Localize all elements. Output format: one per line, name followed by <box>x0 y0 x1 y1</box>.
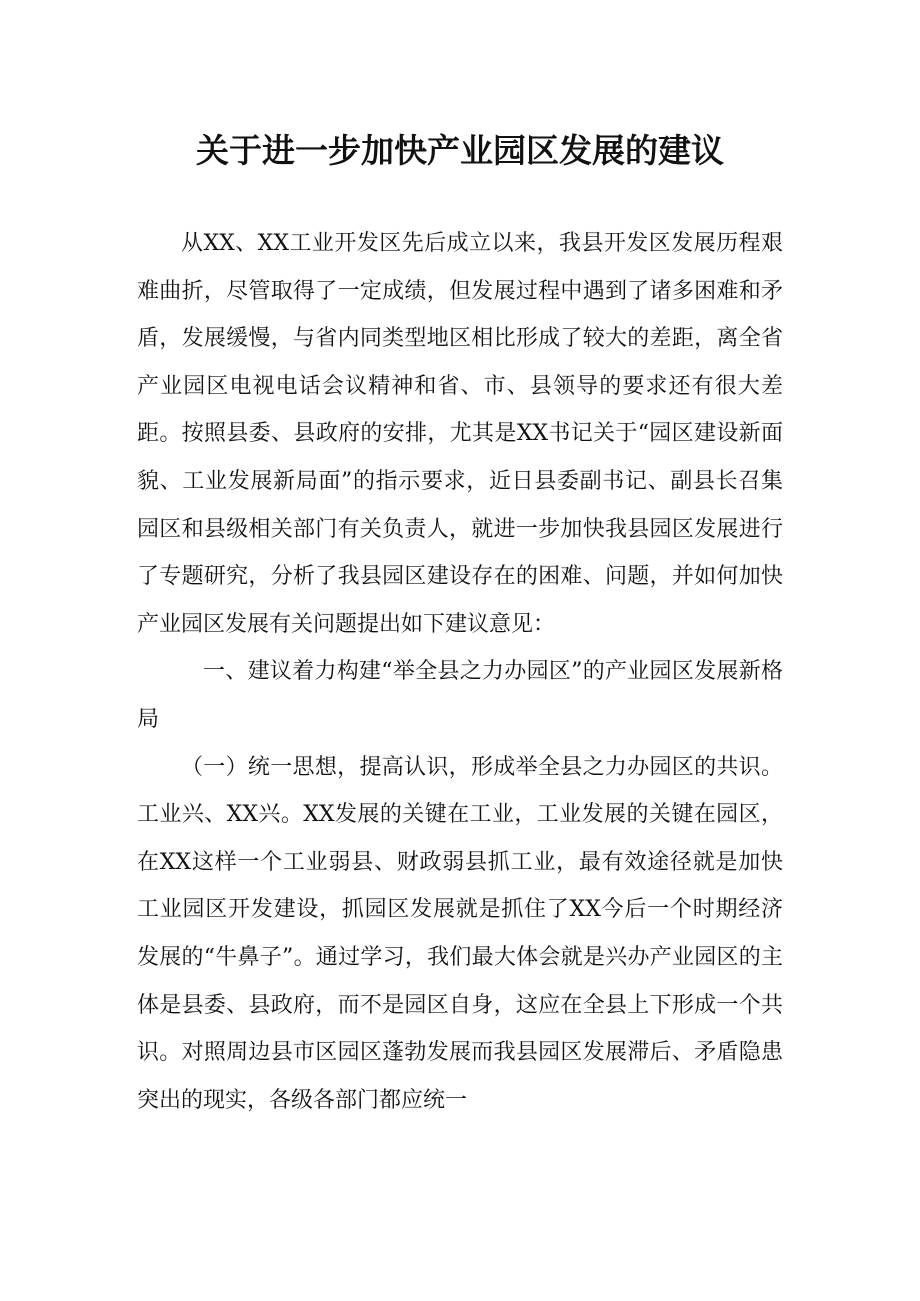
subsection-paragraph-1: （一）统一思想，提高认识，形成举全县之力办园区的共识。工业兴、XX兴。XX发展的关键在工业，工业发展的关键在园区，在XX这样一个工业弱县、财政弱县抓工业，最有效途径就是加快工业园区开发建设，抓园区发展就是抓住了XX今后一个时期经济发展的“牛鼻子”。通过学习，我们最大体会就是兴办产业园区的主体是县委、县政府，而不是园区自身，这应在全县上下形成一个共识。对照周边县市区园区蓬勃发展而我县园区发展滞后、矛盾隐患突出的现实，各级各部门都应统一 <box>137 754 783 1113</box>
document-title: 关于进一步加快产业园区发展的建议 <box>196 131 724 170</box>
section-heading-1: 一、建议着力构建“举全县之力办园区”的产业园区发展新格局 <box>137 659 783 732</box>
intro-paragraph: 从XX、XX工业开发区先后成立以来，我县开发区发展历程艰难曲折，尽管取得了一定成绩，但发展过程中遇到了诸多困难和矛盾，发展缓慢，与省内同类型地区相比形成了较大的差距，离全省产业园区电视电话会议精神和省、市、县领导的要求还有很大差距。按照县委、县政府的安排，尤其是XX书记关于“园区建设新面貌、工业发展新局面”的指示要求，近日县委副书记、副县长召集园区和县级相关部门有关负责人，就进一步加快我县园区发展进行了专题研究，分析了我县园区建设存在的困难、问题，并如何加快产业园区发展有关问题提出如下建议意见： <box>137 231 783 637</box>
document-body <box>137 220 783 1124</box>
